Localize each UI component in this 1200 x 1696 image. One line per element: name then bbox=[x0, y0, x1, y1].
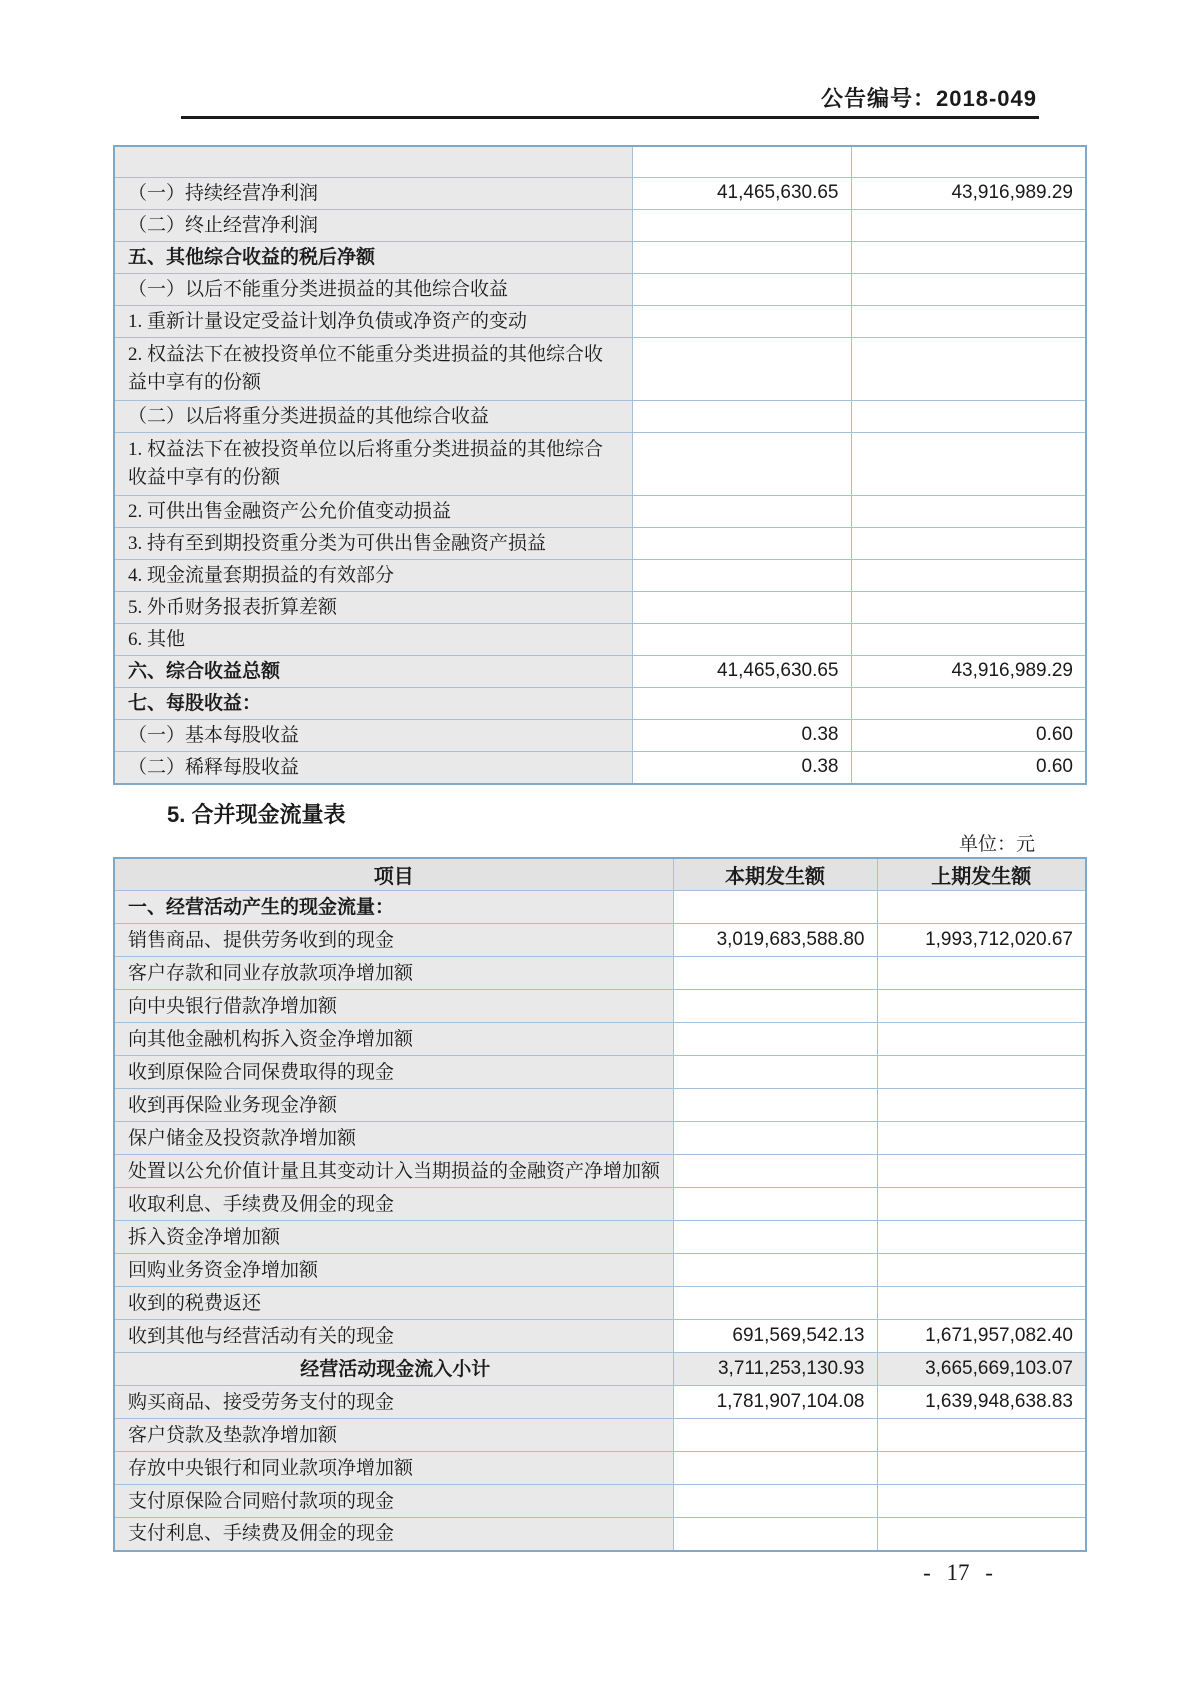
row-label-cell: 4. 现金流量套期损益的有效部分 bbox=[114, 559, 632, 591]
table-row bbox=[114, 1485, 1086, 1518]
table-row bbox=[114, 177, 1086, 209]
cash-flow-table bbox=[113, 857, 1087, 1552]
row-label-cell: 收到再保险业务现金净额 bbox=[114, 1089, 673, 1122]
prior-period-cell: 1,671,957,082.40 bbox=[877, 1320, 1086, 1353]
current-period-cell bbox=[632, 623, 851, 655]
header-rule bbox=[181, 116, 1039, 119]
current-period-cell bbox=[632, 273, 851, 305]
current-period-cell bbox=[673, 1089, 877, 1122]
prior-period-cell bbox=[877, 1056, 1086, 1089]
prior-period-cell: 1,639,948,638.83 bbox=[877, 1386, 1086, 1419]
row-label-cell: （一）基本每股收益 bbox=[114, 719, 632, 751]
table-row bbox=[114, 273, 1086, 305]
current-period-cell: 0.38 bbox=[632, 719, 851, 751]
current-period-cell bbox=[632, 209, 851, 241]
column-header-item: 项目 bbox=[114, 858, 673, 891]
row-label-cell: 2. 可供出售金融资产公允价值变动损益 bbox=[114, 495, 632, 527]
row-label-cell: 1. 重新计量设定受益计划净负债或净资产的变动 bbox=[114, 305, 632, 337]
prior-period-cell bbox=[877, 1419, 1086, 1452]
table-row bbox=[114, 957, 1086, 990]
row-label-cell bbox=[114, 146, 632, 177]
prior-period-cell bbox=[851, 495, 1086, 527]
table-row bbox=[114, 1023, 1086, 1056]
row-label-cell: 客户存款和同业存放款项净增加额 bbox=[114, 957, 673, 990]
prior-period-cell bbox=[877, 1188, 1086, 1221]
row-label-cell: （二）以后将重分类进损益的其他综合收益 bbox=[114, 400, 632, 432]
row-label-cell: 支付利息、手续费及佣金的现金 bbox=[114, 1518, 673, 1551]
row-label-cell: 一、经营活动产生的现金流量： bbox=[114, 891, 673, 924]
row-label-cell: 2. 权益法下在被投资单位不能重分类进损益的其他综合收益中享有的份额 bbox=[114, 337, 632, 400]
current-period-cell: 41,465,630.65 bbox=[632, 655, 851, 687]
current-period-cell bbox=[673, 1287, 877, 1320]
row-label-cell: 向中央银行借款净增加额 bbox=[114, 990, 673, 1023]
current-period-cell bbox=[673, 1056, 877, 1089]
table-row bbox=[114, 990, 1086, 1023]
current-period-cell bbox=[632, 527, 851, 559]
row-label-cell: 向其他金融机构拆入资金净增加额 bbox=[114, 1023, 673, 1056]
prior-period-cell bbox=[851, 273, 1086, 305]
row-label-cell: 5. 外币财务报表折算差额 bbox=[114, 591, 632, 623]
current-period-cell: 3,711,253,130.93 bbox=[673, 1353, 877, 1386]
current-period-cell bbox=[673, 1485, 877, 1518]
row-label-cell: 处置以公允价值计量且其变动计入当期损益的金融资产净增加额 bbox=[114, 1155, 673, 1188]
row-label-cell: 五、其他综合收益的税后净额 bbox=[114, 241, 632, 273]
table-row bbox=[114, 1353, 1086, 1386]
prior-period-cell bbox=[877, 957, 1086, 990]
table-row bbox=[114, 559, 1086, 591]
prior-period-cell bbox=[877, 1452, 1086, 1485]
prior-period-cell bbox=[877, 1155, 1086, 1188]
table-row bbox=[114, 400, 1086, 432]
current-period-cell bbox=[673, 891, 877, 924]
current-period-cell bbox=[632, 241, 851, 273]
column-header-prior-period: 上期发生额 bbox=[877, 858, 1086, 891]
table-row bbox=[114, 1419, 1086, 1452]
row-label-cell: 回购业务资金净增加额 bbox=[114, 1254, 673, 1287]
current-period-cell bbox=[673, 1518, 877, 1551]
current-period-cell: 41,465,630.65 bbox=[632, 177, 851, 209]
doc-number: 公告编号：2018-049 bbox=[821, 86, 1037, 111]
table-row bbox=[114, 1089, 1086, 1122]
prior-period-cell bbox=[851, 337, 1086, 400]
cash-flow-body bbox=[114, 891, 1086, 1551]
prior-period-cell: 1,993,712,020.67 bbox=[877, 924, 1086, 957]
row-label-cell: （二）终止经营净利润 bbox=[114, 209, 632, 241]
row-label-cell: 1. 权益法下在被投资单位以后将重分类进损益的其他综合收益中享有的份额 bbox=[114, 432, 632, 495]
prior-period-cell bbox=[877, 1518, 1086, 1551]
prior-period-cell bbox=[877, 1122, 1086, 1155]
table-row bbox=[114, 591, 1086, 623]
prior-period-cell bbox=[877, 1089, 1086, 1122]
row-label-cell: （一）持续经营净利润 bbox=[114, 177, 632, 209]
current-period-cell bbox=[632, 432, 851, 495]
prior-period-cell bbox=[851, 527, 1086, 559]
current-period-cell: 0.38 bbox=[632, 751, 851, 784]
current-period-cell bbox=[673, 1419, 877, 1452]
prior-period-cell bbox=[877, 1485, 1086, 1518]
current-period-cell bbox=[632, 687, 851, 719]
table-row bbox=[114, 241, 1086, 273]
current-period-cell bbox=[673, 957, 877, 990]
prior-period-cell bbox=[851, 400, 1086, 432]
table-row bbox=[114, 687, 1086, 719]
prior-period-cell bbox=[851, 305, 1086, 337]
table-row bbox=[114, 432, 1086, 495]
table-row bbox=[114, 337, 1086, 400]
table-row bbox=[114, 719, 1086, 751]
prior-period-cell bbox=[877, 1287, 1086, 1320]
row-label-cell: 收到其他与经营活动有关的现金 bbox=[114, 1320, 673, 1353]
current-period-cell bbox=[673, 1221, 877, 1254]
prior-period-cell bbox=[851, 146, 1086, 177]
column-header-current-period: 本期发生额 bbox=[673, 858, 877, 891]
row-label-cell: 收到原保险合同保费取得的现金 bbox=[114, 1056, 673, 1089]
current-period-cell bbox=[632, 337, 851, 400]
current-period-cell bbox=[632, 591, 851, 623]
row-label-cell: 存放中央银行和同业款项净增加额 bbox=[114, 1452, 673, 1485]
table-row bbox=[114, 1287, 1086, 1320]
income-statement-table bbox=[113, 145, 1087, 785]
current-period-cell bbox=[632, 146, 851, 177]
table-row bbox=[114, 1155, 1086, 1188]
cash-flow-header bbox=[114, 858, 1086, 891]
prior-period-cell bbox=[851, 241, 1086, 273]
row-label-cell: （二）稀释每股收益 bbox=[114, 751, 632, 784]
row-label-cell: 保户储金及投资款净增加额 bbox=[114, 1122, 673, 1155]
table-row bbox=[114, 891, 1086, 924]
table-row bbox=[114, 924, 1086, 957]
row-label-cell: 收到的税费返还 bbox=[114, 1287, 673, 1320]
table-row bbox=[114, 623, 1086, 655]
current-period-cell bbox=[673, 1023, 877, 1056]
prior-period-cell bbox=[877, 891, 1086, 924]
prior-period-cell: 3,665,669,103.07 bbox=[877, 1353, 1086, 1386]
prior-period-cell bbox=[851, 591, 1086, 623]
row-label-cell: 经营活动现金流入小计 bbox=[114, 1353, 673, 1386]
row-label-cell: 六、综合收益总额 bbox=[114, 655, 632, 687]
current-period-cell bbox=[673, 1452, 877, 1485]
current-period-cell bbox=[673, 1122, 877, 1155]
table-row bbox=[114, 527, 1086, 559]
page-number: - 17 - bbox=[923, 1560, 993, 1585]
prior-period-cell bbox=[877, 1023, 1086, 1056]
prior-period-cell: 0.60 bbox=[851, 751, 1086, 784]
table-row bbox=[114, 305, 1086, 337]
prior-period-cell bbox=[851, 559, 1086, 591]
section-title: 5. 合并现金流量表 bbox=[167, 802, 346, 827]
prior-period-cell bbox=[851, 209, 1086, 241]
table-row bbox=[114, 1386, 1086, 1419]
prior-period-cell bbox=[877, 1254, 1086, 1287]
current-period-cell bbox=[673, 1254, 877, 1287]
prior-period-cell bbox=[851, 687, 1086, 719]
prior-period-cell bbox=[851, 432, 1086, 495]
prior-period-cell: 43,916,989.29 bbox=[851, 655, 1086, 687]
income-statement-body bbox=[114, 146, 1086, 784]
table-row bbox=[114, 1122, 1086, 1155]
row-label-cell: 3. 持有至到期投资重分类为可供出售金融资产损益 bbox=[114, 527, 632, 559]
table-row bbox=[114, 1056, 1086, 1089]
row-label-cell: 支付原保险合同赔付款项的现金 bbox=[114, 1485, 673, 1518]
table-row bbox=[114, 1188, 1086, 1221]
row-label-cell: 销售商品、提供劳务收到的现金 bbox=[114, 924, 673, 957]
table-row bbox=[114, 209, 1086, 241]
current-period-cell bbox=[632, 400, 851, 432]
prior-period-cell bbox=[851, 623, 1086, 655]
current-period-cell bbox=[632, 559, 851, 591]
unit-label: 单位：元 bbox=[958, 834, 1035, 855]
prior-period-cell bbox=[877, 1221, 1086, 1254]
current-period-cell: 1,781,907,104.08 bbox=[673, 1386, 877, 1419]
table-row bbox=[114, 1518, 1086, 1551]
row-label-cell: 拆入资金净增加额 bbox=[114, 1221, 673, 1254]
prior-period-cell: 0.60 bbox=[851, 719, 1086, 751]
header-row bbox=[114, 858, 1086, 891]
row-label-cell: 七、每股收益： bbox=[114, 687, 632, 719]
prior-period-cell: 43,916,989.29 bbox=[851, 177, 1086, 209]
row-label-cell: （一）以后不能重分类进损益的其他综合收益 bbox=[114, 273, 632, 305]
current-period-cell bbox=[632, 495, 851, 527]
row-label-cell: 购买商品、接受劳务支付的现金 bbox=[114, 1386, 673, 1419]
row-label-cell: 收取利息、手续费及佣金的现金 bbox=[114, 1188, 673, 1221]
table-row bbox=[114, 1452, 1086, 1485]
current-period-cell bbox=[673, 990, 877, 1023]
table-row bbox=[114, 1254, 1086, 1287]
prior-period-cell bbox=[877, 990, 1086, 1023]
current-period-cell bbox=[632, 305, 851, 337]
current-period-cell: 3,019,683,588.80 bbox=[673, 924, 877, 957]
table-row bbox=[114, 751, 1086, 784]
table-row bbox=[114, 495, 1086, 527]
current-period-cell bbox=[673, 1155, 877, 1188]
current-period-cell bbox=[673, 1188, 877, 1221]
row-label-cell: 6. 其他 bbox=[114, 623, 632, 655]
table-row bbox=[114, 1320, 1086, 1353]
table-row bbox=[114, 655, 1086, 687]
current-period-cell: 691,569,542.13 bbox=[673, 1320, 877, 1353]
table-row bbox=[114, 146, 1086, 177]
table-row bbox=[114, 1221, 1086, 1254]
row-label-cell: 客户贷款及垫款净增加额 bbox=[114, 1419, 673, 1452]
